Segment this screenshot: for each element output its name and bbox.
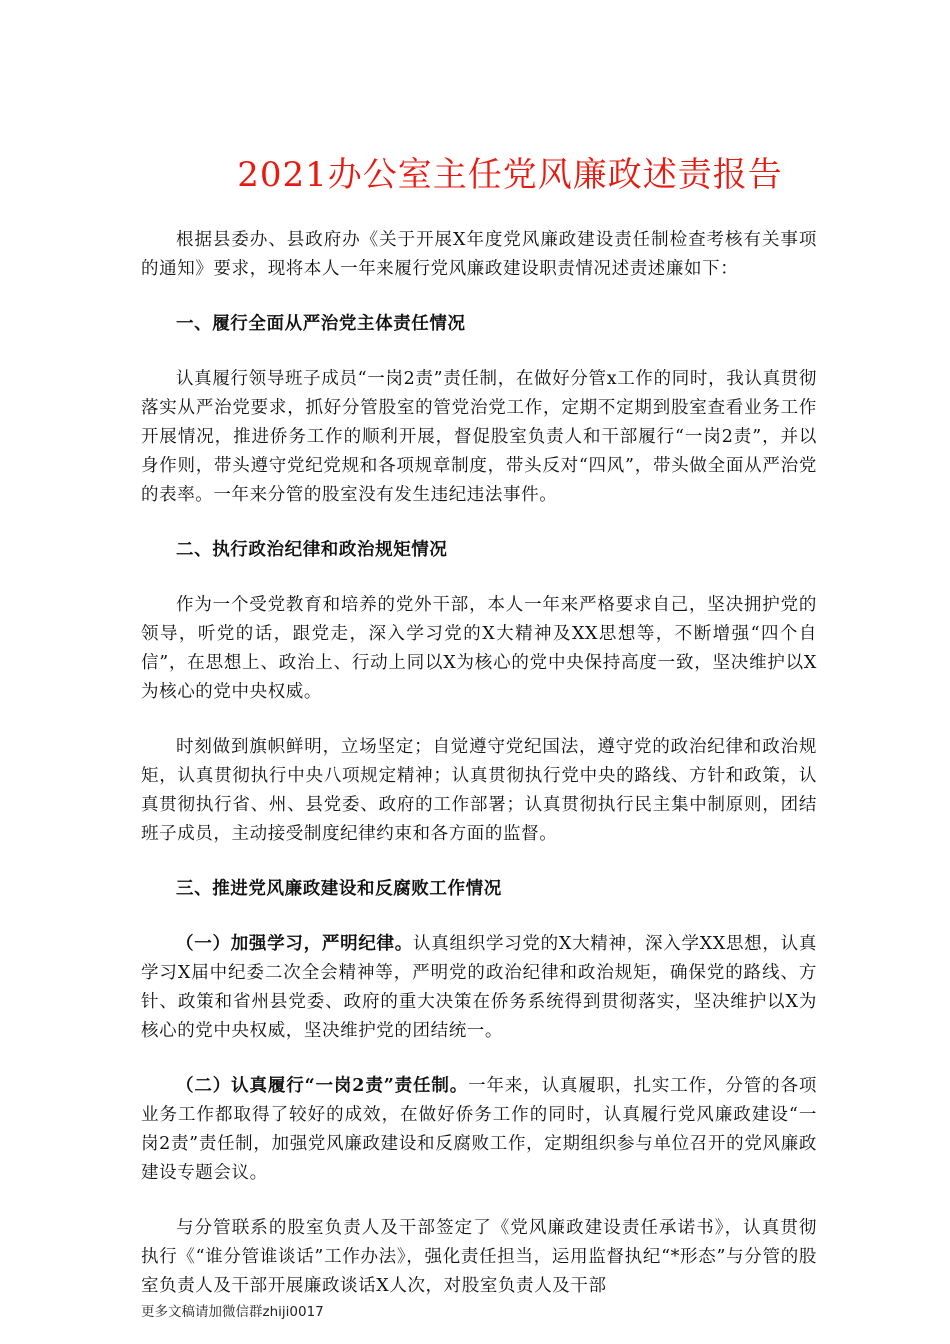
section-3-subheading-1: （一）加强学习，严明纪律。 [176, 934, 414, 954]
section-3-subheading-2: （二）认真履行“一岗2责”责任制。 [176, 1076, 469, 1096]
section-1-paragraph: 认真履行领导班子成员“一岗2责”责任制，在做好分管x工作的同时，我认真贯彻落实从严治党要求，抓好分管股室的管党治党工作，定期不定期到股室查看业务工作开展情况，推进侨务工作的顺利开展，督促股室负责人和干部履行“一岗2责”，并以身作则，带头遵守党纪党规和各项规章制度，带头反对“四风”，带头做全面从严治党的表率。一年来分管的股室没有发生违纪违法事件。 [141, 369, 817, 505]
section-3-paragraph-2 [141, 1072, 817, 1188]
section-2-paragraph-1: 作为一个受党教育和培养的党外干部，本人一年来严格要求自己，坚决拥护党的领导，听党的话，跟党走，深入学习党的X大精神及XX思想等，不断增强“四个自信”，在思想上、政治上、行动上同以X为核心的党中央保持高度一致，坚决维护以X为核心的党中央权威。 [141, 595, 817, 702]
section-3-heading: 三、推进党风廉政建设和反腐败工作情况 [176, 879, 502, 899]
section-3-paragraph-3: 与分管联系的股室负责人及干部签定了《党风廉政建设责任承诺书》，认真贯彻执行《“谁分管谁谈话”工作办法》，强化责任担当，运用监督执纪“*形态”与分管的股室负责人及干部开展廉政谈话X人次，对股室负责人及干部 [141, 1218, 817, 1296]
section-3-paragraph-1 [141, 930, 817, 1046]
document-body [141, 226, 817, 1327]
section-3-paragraph-1-text: 认真组织学习党的X大精神，深入学XX思想，认真学习X届中纪委二次全会精神等，严明党的政治纪律和政治规矩，确保党的路线、方针、政策和省州县党委、政府的重大决策在侨务系统得到贯彻落实，坚决维护以X为核心的党中央权威，坚决维护党的团结统一。 [141, 934, 817, 1041]
document-title: 2021办公室主任党风廉政述责报告 [237, 155, 783, 195]
section-2-paragraph-2: 时刻做到旗帜鲜明，立场坚定；自觉遵守党纪国法，遵守党的政治纪律和政治规矩，认真贯彻执行中央八项规定精神；认真贯彻执行党中央的路线、方针和政策，认真贯彻执行省、州、县党委、政府的工作部署；认真贯彻执行民主集中制原则，团结班子成员，主动接受制度纪律约束和各方面的监督。 [141, 737, 817, 844]
section-3-paragraph-2-text: 一年来，认真履职，扎实工作，分管的各项业务工作都取得了较好的成效，在做好侨务工作的同时，认真履行党风廉政建设“一岗2责”责任制，加强党风廉政建设和反腐败工作，定期组织参与单位召开的党风廉政建设专题会议。 [141, 1076, 817, 1183]
section-1-heading: 一、履行全面从严治党主体责任情况 [176, 314, 466, 334]
intro-paragraph: 根据县委办、县政府办《关于开展X年度党风廉政建设责任制检查考核有关事项的通知》要求，现将本人一年来履行党风廉政建设职责情况述责述廉如下： [141, 230, 817, 279]
page-footer: 更多文稿请加微信群zhiji0017 [141, 1304, 324, 1320]
section-2-heading: 二、执行政治纪律和政治规矩情况 [176, 540, 448, 560]
